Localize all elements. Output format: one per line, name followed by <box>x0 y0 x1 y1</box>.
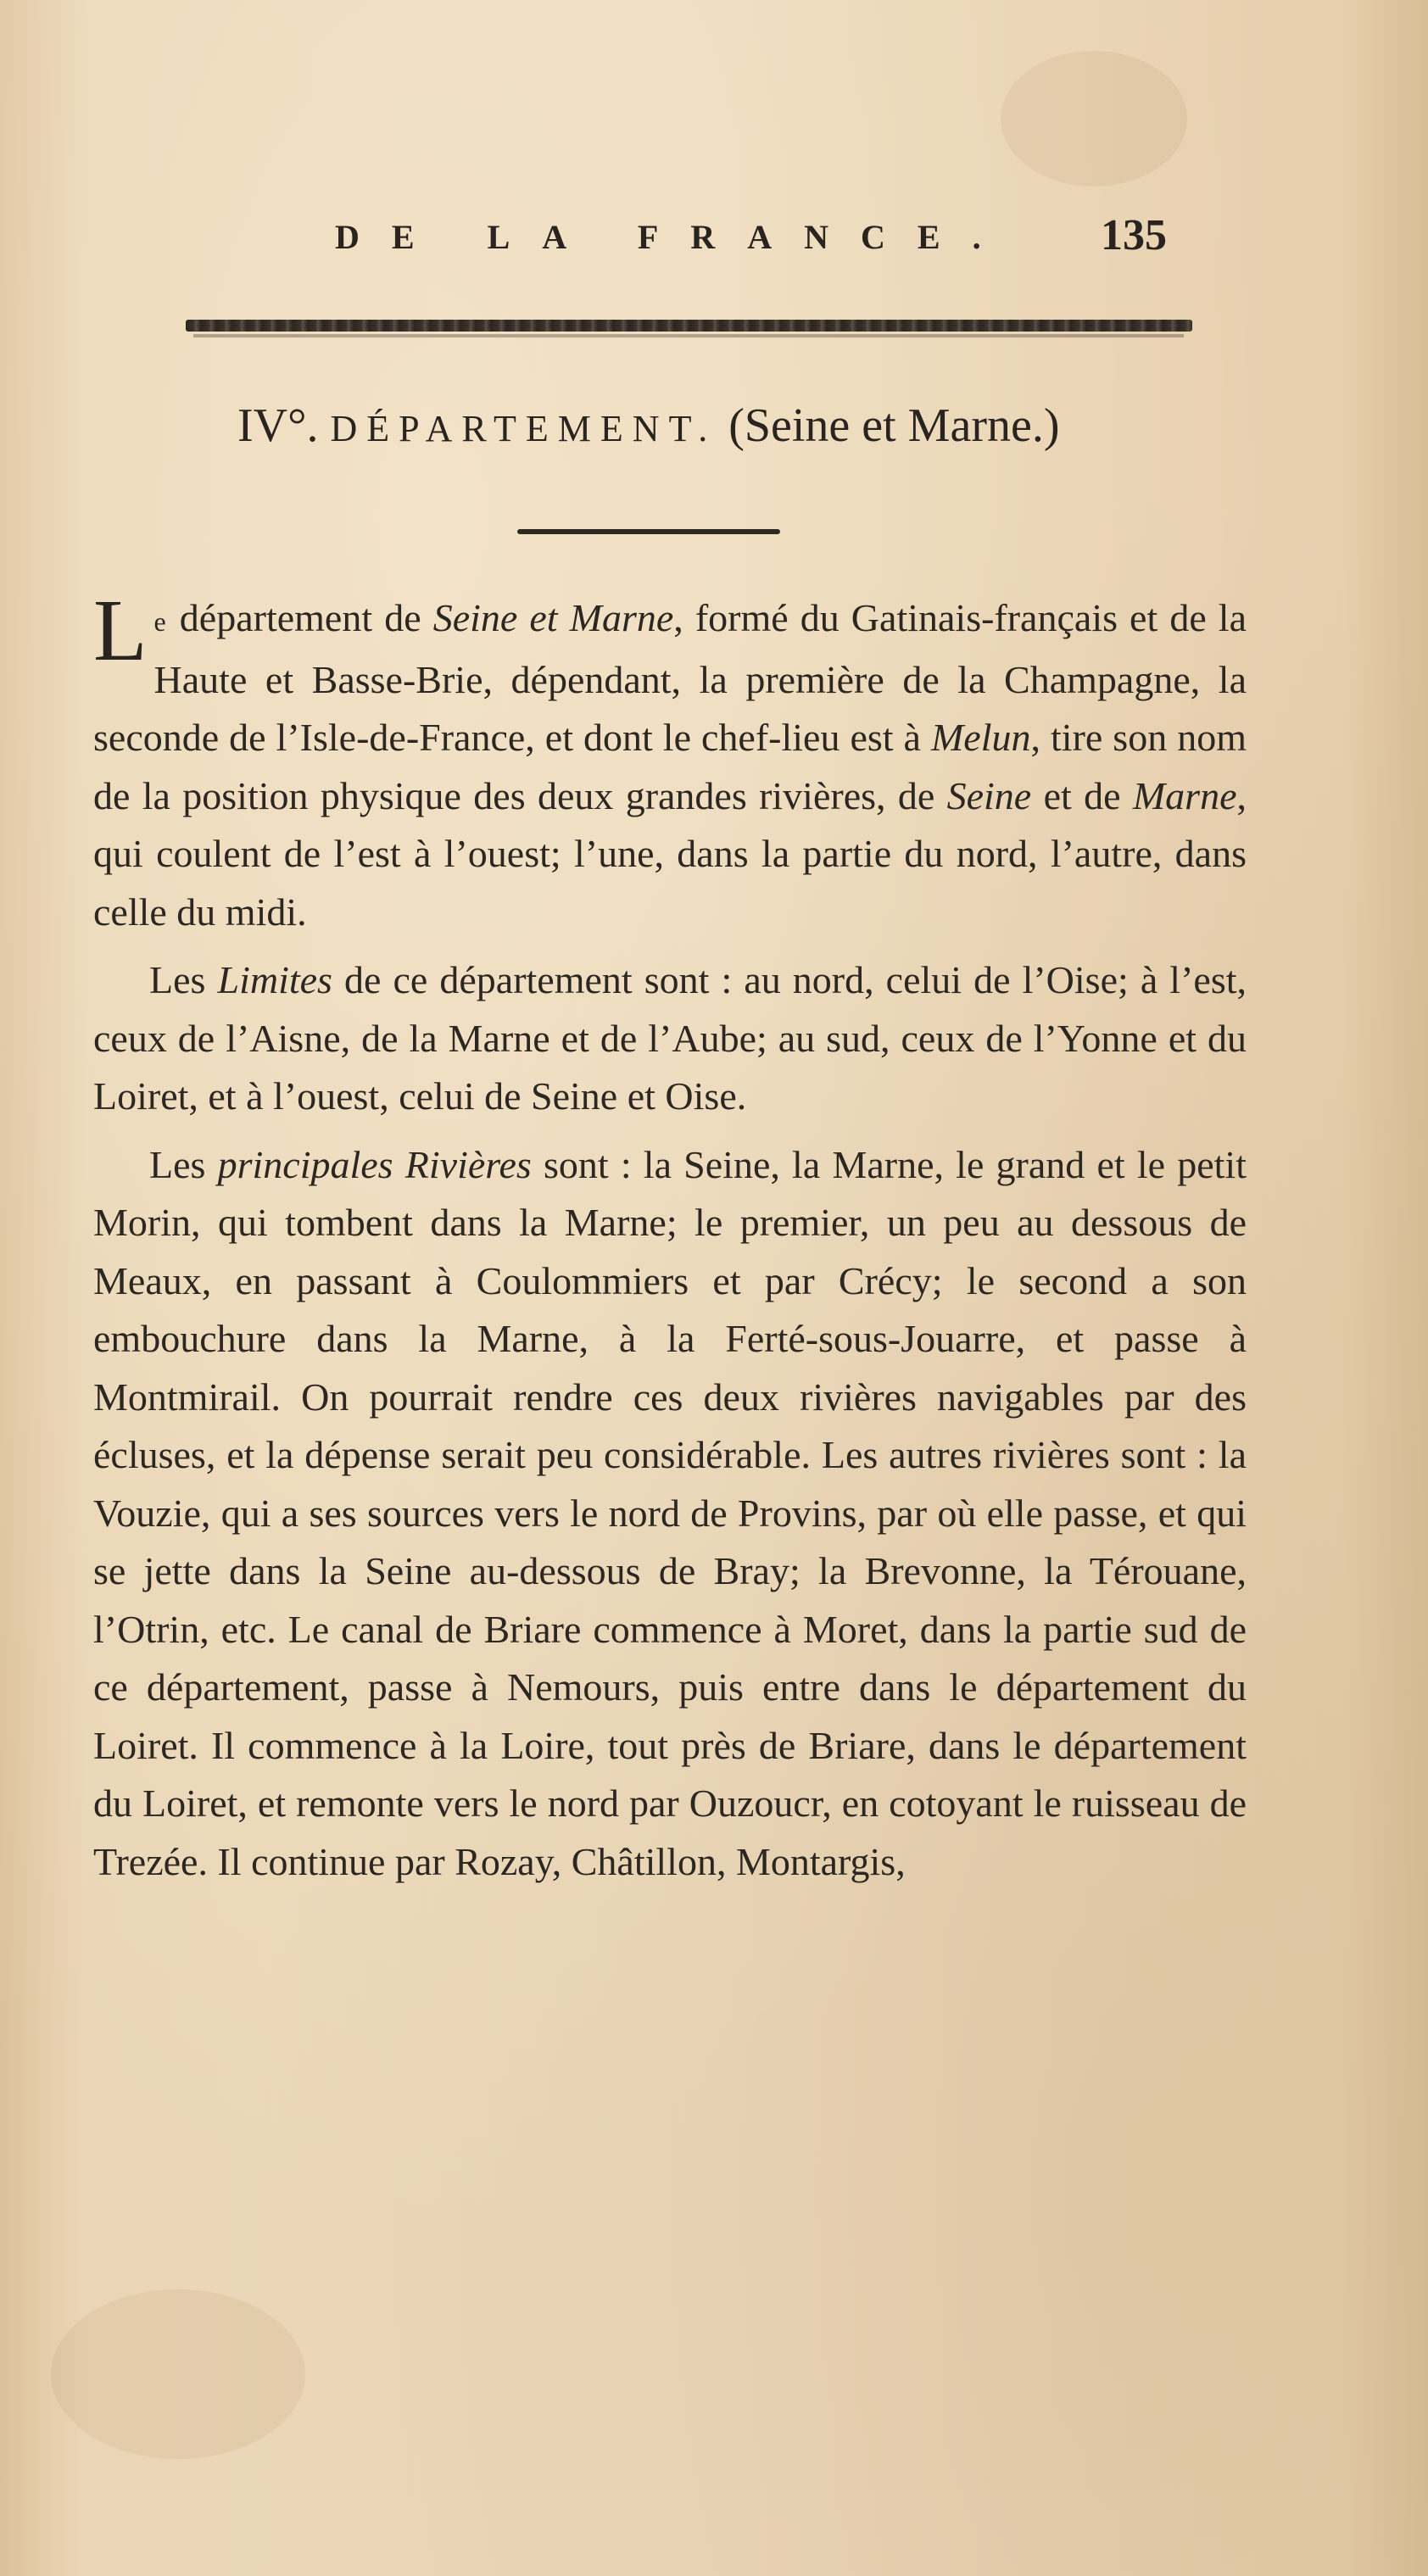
title-rule <box>517 529 780 534</box>
title-name: (Seine et Marne.) <box>728 399 1060 452</box>
drop-cap: L <box>93 582 148 679</box>
paragraph-intro <box>93 582 1247 941</box>
text-run: Les <box>149 1142 218 1186</box>
text-run: Les <box>149 958 218 1001</box>
department-title <box>237 399 1196 453</box>
text-run: , qui coulent de l’est à l’ouest; l’une, dans la partie du nord, l’autre, dans celle du midi. <box>93 773 1247 934</box>
title-label: DÉPARTEMENT. <box>330 408 717 449</box>
text-run: sont : la Seine, la Marne, le grand et le petit Morin, qui tombent dans la Marne; le premier, un peu au dessous de Meaux, en passant à Coulommiers et par Crécy; le second a son embouchure dans la Marne, à la Ferté-sous-Jouarre, et passe à Montmirail. On pourrait rendre ces deux rivières navigables par des écluses, et la dépense serait peu considérable. Les autres rivières sont : la Vouzie, qui a ses sources vers le nord de Provins, par où elle passe, et qui se jette dans la Seine au-dessous de Bray; la Brevonne, la Térouane, l’Otrin, etc. Le canal de Briare commence à Moret, dans la partie sud de ce département, passe à Nemours, puis entre dans le département du Loiret. Il commence à la Loire, tout près de Briare, dans le département du Loiret, et remonte vers le nord par Ouzoucr, en cotoyant le ruisseau de Trezée. Il continue par Rozay, Châtillon, Montargis, <box>93 1142 1247 1883</box>
body-text <box>93 582 1247 1901</box>
text-run: et de <box>1031 773 1133 817</box>
italic-run: Marne <box>1132 773 1237 817</box>
italic-run: principales Rivières <box>217 1142 532 1186</box>
text-run: , tire son nom de la position physique des deux grandes rivières, de <box>93 716 1247 817</box>
title-ordinal: IV°. <box>237 399 319 452</box>
paragraph-limites <box>93 951 1247 1126</box>
header-rule <box>186 320 1192 332</box>
italic-run: Seine <box>946 773 1032 817</box>
paragraph-rivieres <box>93 1136 1247 1892</box>
text-run: département de <box>167 596 433 639</box>
italic-run: Melun <box>930 716 1031 759</box>
italic-run: Seine et Marne <box>432 596 674 639</box>
drop-cap-continuation: e <box>153 606 168 637</box>
italic-run: Limites <box>217 958 332 1001</box>
text-run: , formé du Gatinais-français et de la Haute et Basse-Brie, dépendant, la première de la Champagne, la seconde de l’Isle-de-France, et dont le chef-lieu est à <box>93 596 1247 759</box>
running-head: DE LA FRANCE. <box>335 218 1013 256</box>
page-number: 135 <box>1101 211 1167 259</box>
paper-stain <box>1001 51 1187 187</box>
text-run: de ce département sont : au nord, celui de l’Oise; à l’est, ceux de l’Aisne, de la Marne et de l’Aube; au sud, ceux de l’Yonne et du Loiret, et à l’ouest, celui de Seine et Oise. <box>93 958 1247 1118</box>
header-rule-shadow <box>193 334 1184 337</box>
paper-stain <box>51 2289 305 2459</box>
